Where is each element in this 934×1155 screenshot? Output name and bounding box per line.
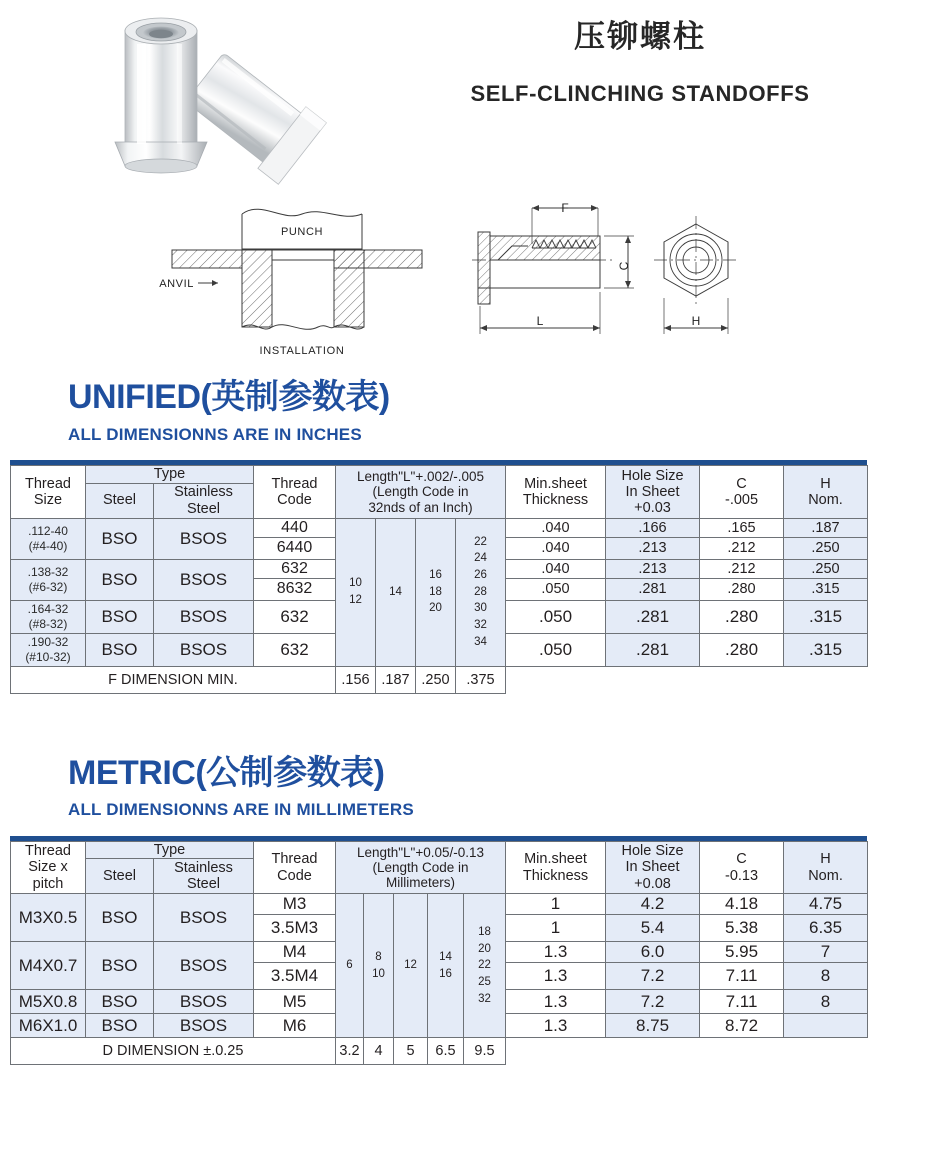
cell-c: .280 xyxy=(700,600,784,633)
metric-section xyxy=(0,694,934,820)
title-chinese: 压铆螺柱 xyxy=(574,19,706,54)
cell-h: .187 xyxy=(784,518,868,537)
cell-h: 8 xyxy=(784,990,868,1014)
cell-c: 4.18 xyxy=(700,894,784,915)
cell-hole-size: 5.4 xyxy=(606,915,700,942)
title-block xyxy=(370,20,910,106)
footer-value: .250 xyxy=(416,666,456,693)
cell-steel: BSO xyxy=(86,990,154,1014)
cell-thread-code: 632 xyxy=(254,633,336,666)
cell-h: 6.35 xyxy=(784,915,868,942)
dimension-diagram xyxy=(468,188,740,358)
cell-min-sheet: 1.3 xyxy=(506,1014,606,1038)
unified-section-title: UNIFIED(英制参数表) xyxy=(68,378,390,416)
cell-thread-code: 8632 xyxy=(254,578,336,600)
header-c: C -0.13 xyxy=(700,841,784,893)
cell-c: 8.72 xyxy=(700,1014,784,1038)
cell-hole-size: .281 xyxy=(606,633,700,666)
table-row xyxy=(11,894,868,915)
cell-steel: BSO xyxy=(86,600,154,633)
metric-section-title: METRIC(公制参数表) xyxy=(68,753,385,792)
cell-steel: BSO xyxy=(86,1014,154,1038)
header-min-sheet: Min.sheet Thickness xyxy=(506,841,606,893)
cell-thread-code: 632 xyxy=(254,600,336,633)
header-c: C -.005 xyxy=(700,466,784,518)
cell-thread-code: 3.5M3 xyxy=(254,915,336,942)
metric-spec-table xyxy=(10,841,868,1065)
title-english: SELF-CLINCHING STANDOFFS xyxy=(470,81,810,107)
footer-label: F DIMENSION MIN. xyxy=(11,666,336,693)
cell-stainless: BSOS xyxy=(154,990,254,1014)
cell-c: .212 xyxy=(700,537,784,559)
header-thread-size: Thread Size x pitch xyxy=(11,841,86,893)
cell-min-sheet: .050 xyxy=(506,578,606,600)
header-thread-size: Thread Size xyxy=(11,466,86,518)
cell-thread-code: 440 xyxy=(254,518,336,537)
table-footer-row xyxy=(11,1038,868,1065)
cell-hole-size: 4.2 xyxy=(606,894,700,915)
product-photo xyxy=(85,0,330,185)
cell-thread-code: M3 xyxy=(254,894,336,915)
cell-length-code-4: 22 24 26 28 30 32 34 xyxy=(456,518,506,666)
cell-thread-size: .138-32 (#6-32) xyxy=(11,559,86,600)
cell-hole-size: .213 xyxy=(606,537,700,559)
cell-length-code-5: 18 20 22 25 32 xyxy=(464,894,506,1038)
cell-hole-size: .166 xyxy=(606,518,700,537)
cell-stainless: BSOS xyxy=(154,559,254,600)
cell-stainless: BSOS xyxy=(154,894,254,942)
unified-section-subtitle: ALL DIMENSIONNS ARE IN INCHES xyxy=(68,424,362,444)
cell-hole-size: .281 xyxy=(606,578,700,600)
cell-stainless: BSOS xyxy=(154,633,254,666)
anvil-label: ANVIL xyxy=(159,278,194,290)
cell-h: 7 xyxy=(784,942,868,963)
table-header-row-1 xyxy=(11,841,868,858)
cell-min-sheet: 1.3 xyxy=(506,963,606,990)
cell-min-sheet: .050 xyxy=(506,633,606,666)
cell-thread-code: M6 xyxy=(254,1014,336,1038)
header-hole-size: Hole Size In Sheet +0.03 xyxy=(606,466,700,518)
table-header-row-1 xyxy=(11,466,868,483)
cell-hole-size: .281 xyxy=(606,600,700,633)
cell-thread-code: 632 xyxy=(254,559,336,578)
cell-h: .250 xyxy=(784,537,868,559)
header-thread-code: Thread Code xyxy=(254,466,336,518)
cell-c: 7.11 xyxy=(700,963,784,990)
footer-value: 5 xyxy=(394,1038,428,1065)
header-length: Length"L"+0.05/-0.13 (Length Code in Millimeters) xyxy=(336,841,506,893)
cell-c: .280 xyxy=(700,633,784,666)
cell-steel: BSO xyxy=(86,942,154,990)
cell-thread-code: 6440 xyxy=(254,537,336,559)
cell-hole-size: 7.2 xyxy=(606,990,700,1014)
installation-caption: INSTALLATION xyxy=(259,345,345,357)
cell-stainless: BSOS xyxy=(154,1014,254,1038)
cell-length-code-2: 14 xyxy=(376,518,416,666)
punch-label: PUNCH xyxy=(280,226,324,238)
cell-c: 7.11 xyxy=(700,990,784,1014)
cell-min-sheet: .040 xyxy=(506,537,606,559)
c-dimension-label: C xyxy=(617,261,631,271)
footer-value: .375 xyxy=(456,666,506,693)
cell-thread-size: .164-32 (#8-32) xyxy=(11,600,86,633)
cell-stainless: BSOS xyxy=(154,942,254,990)
cell-steel: BSO xyxy=(86,633,154,666)
cell-min-sheet: .050 xyxy=(506,600,606,633)
header-min-sheet: Min.sheet Thickness xyxy=(506,466,606,518)
unified-spec-table xyxy=(10,465,868,693)
footer-label: D DIMENSION ±.0.25 xyxy=(11,1038,336,1065)
cell-hole-size: 8.75 xyxy=(606,1014,700,1038)
header-type: Type xyxy=(86,841,254,858)
cell-min-sheet: 1 xyxy=(506,915,606,942)
cell-min-sheet: 1.3 xyxy=(506,942,606,963)
footer-value: 4 xyxy=(364,1038,394,1065)
header-length: Length"L"+.002/-.005 (Length Code in 32nds of an Inch) xyxy=(336,466,506,518)
cell-h: .315 xyxy=(784,578,868,600)
cell-hole-size: .213 xyxy=(606,559,700,578)
unified-section xyxy=(0,380,934,444)
header-stainless: Stainless Steel xyxy=(154,859,254,894)
header-stainless: Stainless Steel xyxy=(154,483,254,518)
cell-min-sheet: .040 xyxy=(506,518,606,537)
cell-length-code-1: 10 12 xyxy=(336,518,376,666)
cell-h: .250 xyxy=(784,559,868,578)
cell-thread-size: M6X1.0 xyxy=(11,1014,86,1038)
cell-min-sheet: 1 xyxy=(506,894,606,915)
cell-thread-size: M4X0.7 xyxy=(11,942,86,990)
installation-diagram xyxy=(150,188,460,368)
footer-value: .187 xyxy=(376,666,416,693)
cell-steel: BSO xyxy=(86,559,154,600)
h-dimension-label: H xyxy=(691,314,701,328)
table-row xyxy=(11,518,868,537)
cell-length-code-1: 6 xyxy=(336,894,364,1038)
cell-min-sheet: .040 xyxy=(506,559,606,578)
table-footer-row xyxy=(11,666,868,693)
cell-hole-size: 7.2 xyxy=(606,963,700,990)
cell-thread-code: M4 xyxy=(254,942,336,963)
l-dimension-label: L xyxy=(536,314,544,328)
cell-thread-size: .112-40 (#4-40) xyxy=(11,518,86,559)
cell-min-sheet: 1.3 xyxy=(506,990,606,1014)
cell-length-code-2: 8 10 xyxy=(364,894,394,1038)
cell-c: 5.38 xyxy=(700,915,784,942)
header-steel: Steel xyxy=(86,859,154,894)
cell-stainless: BSOS xyxy=(154,518,254,559)
header-h: H Nom. xyxy=(784,841,868,893)
cell-hole-size: 6.0 xyxy=(606,942,700,963)
diagram-row xyxy=(0,190,934,380)
cell-c: 5.95 xyxy=(700,942,784,963)
header-type: Type xyxy=(86,466,254,483)
header-hole-size: Hole Size In Sheet +0.08 xyxy=(606,841,700,893)
header-h: H Nom. xyxy=(784,466,868,518)
metric-table-wrap xyxy=(0,836,934,1065)
cell-thread-code: 3.5M4 xyxy=(254,963,336,990)
footer-value: 6.5 xyxy=(428,1038,464,1065)
cell-thread-size: M5X0.8 xyxy=(11,990,86,1014)
cell-length-code-3: 16 18 20 xyxy=(416,518,456,666)
cell-h: .315 xyxy=(784,633,868,666)
cell-steel: BSO xyxy=(86,894,154,942)
cell-length-code-3: 12 xyxy=(394,894,428,1038)
page-header xyxy=(0,0,934,190)
cell-thread-code: M5 xyxy=(254,990,336,1014)
cell-h: .315 xyxy=(784,600,868,633)
f-dimension-label: F xyxy=(561,201,569,215)
metric-section-subtitle: ALL DIMENSIONNS ARE IN MILLIMETERS xyxy=(68,800,414,820)
cell-c: .212 xyxy=(700,559,784,578)
footer-value: 3.2 xyxy=(336,1038,364,1065)
cell-c: .165 xyxy=(700,518,784,537)
cell-h: 8 xyxy=(784,963,868,990)
footer-value: .156 xyxy=(336,666,376,693)
header-thread-code: Thread Code xyxy=(254,841,336,893)
cell-thread-size: .190-32 (#10-32) xyxy=(11,633,86,666)
cell-c: .280 xyxy=(700,578,784,600)
cell-h: 4.75 xyxy=(784,894,868,915)
footer-value: 9.5 xyxy=(464,1038,506,1065)
cell-length-code-4: 14 16 xyxy=(428,894,464,1038)
cell-stainless: BSOS xyxy=(154,600,254,633)
unified-table-wrap xyxy=(0,460,934,693)
cell-thread-size: M3X0.5 xyxy=(11,894,86,942)
cell-h xyxy=(784,1014,868,1038)
header-steel: Steel xyxy=(86,483,154,518)
cell-steel: BSO xyxy=(86,518,154,559)
